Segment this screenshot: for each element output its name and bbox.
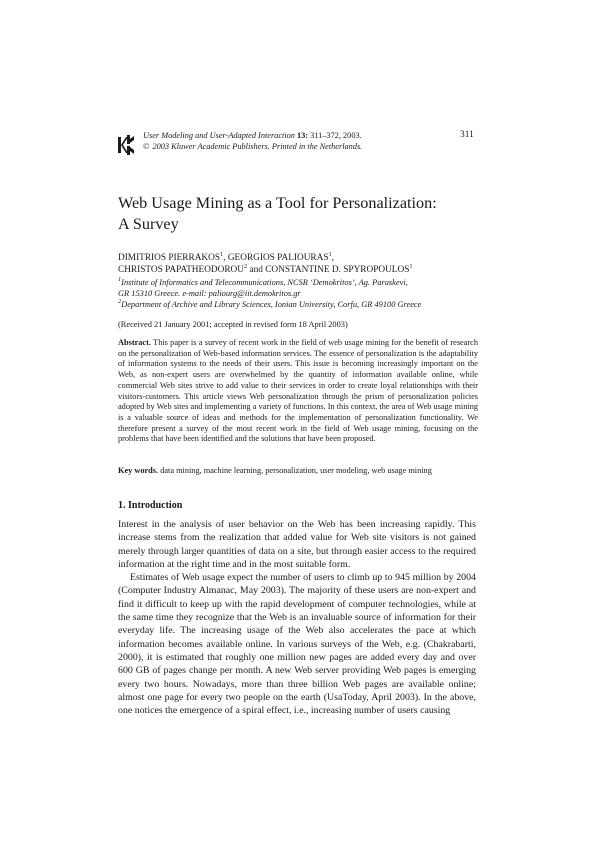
journal-name: User Modeling and User-Adapted Interaction [143, 131, 295, 140]
abstract-text: This paper is a survey of recent work in the field of web usage mining for the benefit of research on the personalization of Web-based information services. The essence of personalization is the adaptability of information systems to the needs of their users. This issue is becoming increasingly important on the Web, as non-expert users are overwhelmed by the quantity of information available online, while commercial Web sites strive to add value to their services in order to create loyal relationships with their visitors-customers. This article views Web personalization through the prism of personalization policies adopted by Web sites and implementing a variety of functions. In this context, the area of Web usage mining is a valuable source of ideas and methods for the implementation of personalization functionality. We therefore present a survey of the most recent work in the field of Web usage mining, focusing on the problems that have been identified and the solutions that have been proposed. [118, 338, 479, 444]
keywords-text: data mining, machine learning, personalization, user modeling, web usage mining [160, 466, 432, 475]
affiliation-2-marker: 2 [118, 297, 122, 305]
affiliation-2-line-1: Department of Archive and Library Sciences, Ionian University, Corfu, GR 49100 Greece [121, 299, 422, 309]
copyright-text: 2003 Kluwer Academic Publishers. Printed in the Netherlands. [152, 142, 363, 151]
affiliation-1-marker: 1 [118, 276, 122, 284]
paragraph-1: Interest in the analysis of user behavior on the Web has been increasing rapidly. This increase stems from the realization that added value for Web site visitors is not gained merely through larger quantities of data on a site, but through easier access to the required information at the right time and in the most suitable form. [118, 519, 476, 570]
paragraph-2: Estimates of Web usage expect the number of users to climb up to 945 million by 2004 (Computer Industry Almanac, May 2003). The majority of these users are non-expert and find it difficult to keep up with the rapid development of computer technologies, while at the same time they recognize that the Web is an invaluable source of information for their everyday life. The increasing usage of the Web also accelerates the pace at which information becomes available online. In various surveys of the Web, e.g. (Chakrabarti, 2000), it is estimated that roughly one million new pages are added every day and over 600 GB of pages change per month. A new Web server providing Web pages is emerging every two hours. Nowadays, more than three billion Web pages are available online; almost one page for every two people on the earth (UsaToday, April 2003). In the above, one notices the emergence of a spiral effect, i.e., increasing number of users causing [118, 572, 476, 717]
affiliation-1-line-2: GR 15310 Greece. e-mail: paliourg@iit.demokritos.gr [118, 288, 301, 298]
author-2-affil: 1 [328, 250, 332, 258]
author-list [118, 252, 480, 276]
title-line-1: Web Usage Mining as a Tool for Personalization: [118, 194, 437, 212]
keywords-label: Key words. [118, 466, 159, 475]
journal-header [143, 130, 443, 152]
paper-title [118, 193, 478, 234]
affiliation-1-line-1: Institute of Informatics and Telecommunications, NCSR ‘Demokritos’, Ag. Paraskevi, [121, 278, 408, 287]
page-number: 311 [460, 130, 474, 140]
author-4-affil: 1 [409, 262, 413, 270]
received-dates: (Received 21 January 2001; accepted in revised form 18 April 2003) [118, 320, 348, 329]
author-3-affil: 2 [243, 262, 248, 270]
author-1: DIMITRIOS PIERRAKOS [118, 253, 221, 263]
copyright-symbol: © [143, 141, 150, 151]
affiliation-list [118, 278, 480, 310]
journal-volume: 13: [297, 131, 309, 140]
kluwer-logo-icon [117, 133, 135, 157]
journal-pages-year: 311–372, 2003. [310, 131, 362, 140]
title-line-2: A Survey [118, 214, 179, 233]
author-separator: , [331, 253, 334, 263]
section-body [118, 518, 476, 717]
abstract [118, 338, 478, 445]
author-separator: , [223, 253, 228, 263]
author-conjunction: and [247, 265, 266, 275]
author-3: CHRISTOS PAPATHEODOROU [118, 265, 244, 275]
author-2: GEORGIOS PALIOURAS [227, 253, 329, 263]
abstract-label: Abstract. [118, 338, 151, 347]
author-1-affil: 1 [220, 250, 224, 258]
author-4: CONSTANTINE D. SPYROPOULOS [265, 265, 410, 275]
keywords [118, 466, 480, 475]
section-heading: 1. Introduction [118, 500, 183, 511]
